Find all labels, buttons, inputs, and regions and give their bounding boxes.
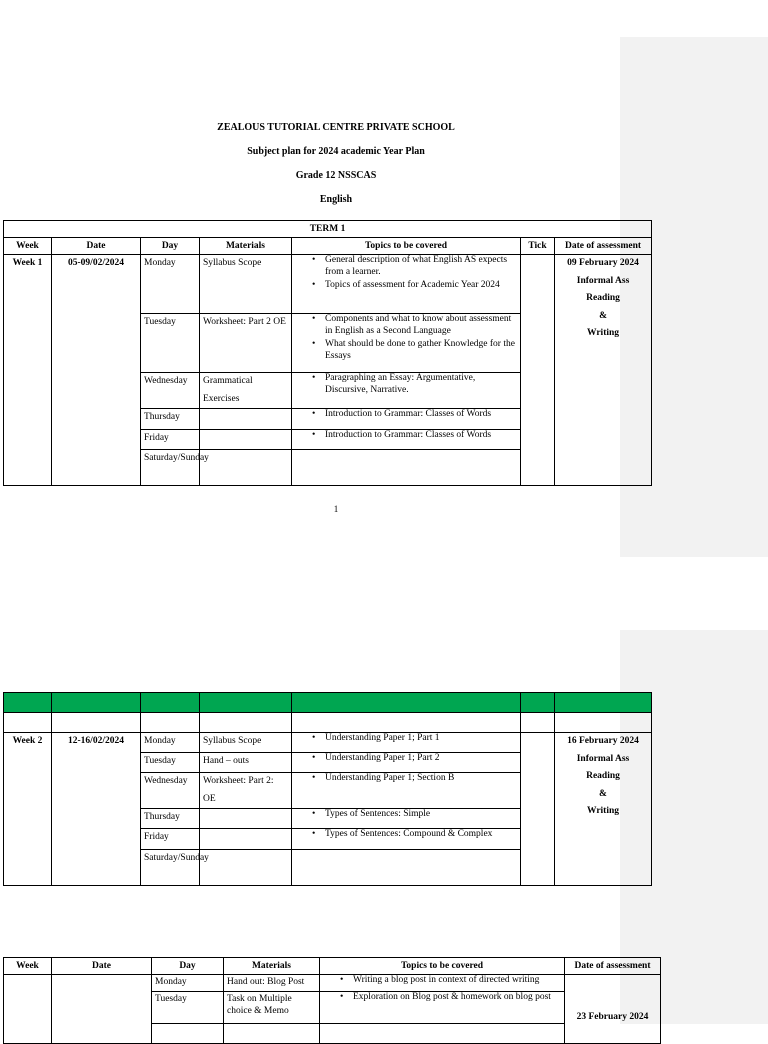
week1-table — [3, 220, 652, 486]
assessment-type: Informal Ass — [576, 753, 630, 764]
assessment-amp: & — [599, 788, 607, 799]
topic-item: • Exploration on Blog post & homework on blog post — [323, 992, 561, 1004]
materials-cell: Worksheet: Part 2: OE — [200, 773, 292, 809]
assessment-amp: & — [599, 310, 607, 321]
table-row — [4, 975, 661, 992]
topics-cell — [292, 753, 521, 773]
day-cell: Wednesday — [141, 373, 200, 409]
topics-cell — [292, 733, 521, 753]
materials-cell: Syllabus Scope — [200, 255, 292, 314]
assessment-type: Informal Ass — [576, 275, 630, 286]
topics-cell — [292, 373, 521, 409]
materials-cell — [200, 430, 292, 450]
col-materials: Materials — [224, 958, 320, 975]
materials-cell — [200, 450, 292, 486]
day-cell: Thursday — [141, 809, 200, 829]
table-row — [4, 255, 652, 314]
materials-cell: Hand out: Blog Post — [224, 975, 320, 992]
materials-cell: Syllabus Scope — [200, 733, 292, 753]
materials-cell: Hand – outs — [200, 753, 292, 773]
col-materials: Materials — [200, 238, 292, 255]
topic-item: • General description of what English AS expects from a learner. — [295, 255, 517, 278]
assessment-skill: Reading — [586, 293, 620, 303]
topics-cell — [292, 430, 521, 450]
col-week: Week — [4, 238, 52, 255]
day-cell: Saturday/Sunday — [141, 850, 200, 886]
assessment-skill: Writing — [586, 806, 620, 816]
day-cell: Tuesday — [141, 753, 200, 773]
day-cell: Wednesday — [141, 773, 200, 809]
topic-item: • Paragraphing an Essay: Argumentative, Discursive, Narrative. — [295, 373, 517, 396]
materials-cell: Task on Multiple choice & Memo — [224, 992, 320, 1024]
assessment-cell — [555, 255, 652, 486]
week2-table — [3, 692, 652, 886]
week-cell — [4, 975, 52, 1044]
col-day: Day — [152, 958, 224, 975]
day-cell: Friday — [141, 829, 200, 850]
materials-cell — [200, 829, 292, 850]
green-header-row — [4, 693, 652, 713]
col-week: Week — [4, 958, 52, 975]
topic-item: • Introduction to Grammar: Classes of Words — [295, 430, 517, 442]
topic-item: • Types of Sentences: Compound & Complex — [295, 829, 517, 841]
day-cell: Monday — [152, 975, 224, 992]
topics-cell — [292, 409, 521, 430]
day-cell: Monday — [141, 733, 200, 753]
topics-cell — [292, 255, 521, 314]
week-date: 05-09/02/2024 — [52, 255, 141, 486]
topic-item: • Understanding Paper 1; Part 1 — [295, 733, 517, 745]
topic-item: • Writing a blog post in context of directed writing — [323, 975, 561, 987]
day-cell: Friday — [141, 430, 200, 450]
week-label: Week 1 — [4, 255, 52, 486]
topics-cell — [292, 314, 521, 373]
week3-table — [3, 957, 661, 1044]
day-cell: Tuesday — [141, 314, 200, 373]
col-topics: Topics to be covered — [320, 958, 565, 975]
topic-item: • Introduction to Grammar: Classes of Words — [295, 409, 517, 421]
topic-item: • Understanding Paper 1; Part 2 — [295, 753, 517, 765]
page-number: 1 — [333, 504, 339, 514]
topics-cell — [320, 992, 565, 1024]
materials-cell — [200, 409, 292, 430]
topics-cell — [292, 829, 521, 850]
col-date: Date — [52, 958, 152, 975]
school-name: ZEALOUS TUTORIAL CENTRE PRIVATE SCHOOL — [217, 122, 455, 133]
tick-cell — [521, 255, 555, 486]
materials-cell — [200, 809, 292, 829]
assessment-date: 09 February 2024 — [567, 258, 639, 268]
materials-cell: Worksheet: Part 2 OE — [200, 314, 292, 373]
blank-header-row — [4, 713, 652, 733]
assessment-date: 23 February 2024 — [576, 1012, 649, 1022]
assessment-cell — [565, 975, 661, 1044]
col-topics: Topics to be covered — [292, 238, 521, 255]
plan-title: Subject plan for 2024 academic Year Plan — [247, 146, 425, 157]
materials-cell — [200, 850, 292, 886]
topics-cell — [292, 773, 521, 809]
col-tick: Tick — [521, 238, 555, 255]
assessment-cell — [555, 733, 652, 886]
materials-cell: Grammatical Exercises — [200, 373, 292, 409]
topics-cell — [292, 850, 521, 886]
day-cell: Monday — [141, 255, 200, 314]
topic-item: • What should be done to gather Knowledge for the Essays — [295, 339, 517, 362]
assessment-skill: Writing — [587, 328, 620, 338]
day-cell: Saturday/Sunday — [141, 450, 200, 486]
topic-item: • Topics of assessment for Academic Year 2024 — [295, 280, 517, 292]
week-date: 12-16/02/2024 — [52, 733, 141, 886]
assessment-skill: Reading — [586, 771, 620, 781]
subject-label: English — [319, 194, 353, 205]
topic-item: • Components and what to know about assessment in English as a Second Language — [295, 314, 517, 337]
table-row — [4, 733, 652, 753]
col-date: Date — [52, 238, 141, 255]
week-label: Week 2 — [4, 733, 52, 886]
topics-cell — [320, 975, 565, 992]
topics-cell — [292, 809, 521, 829]
col-date-assessment: Date of assessment — [555, 238, 652, 255]
topic-item: • Understanding Paper 1; Section B — [295, 773, 517, 785]
col-date-assessment: Date of assessment — [565, 958, 661, 975]
grade-label: Grade 12 NSSCAS — [295, 170, 377, 181]
tick-cell — [521, 733, 555, 886]
topics-cell — [292, 450, 521, 486]
col-day: Day — [141, 238, 200, 255]
day-cell: Thursday — [141, 409, 200, 430]
term-header: TERM 1 — [4, 221, 652, 238]
day-cell: Tuesday — [152, 992, 224, 1024]
topic-item: • Types of Sentences: Simple — [295, 809, 517, 821]
assessment-date: 16 February 2024 — [567, 736, 639, 746]
date-cell — [52, 975, 152, 1044]
